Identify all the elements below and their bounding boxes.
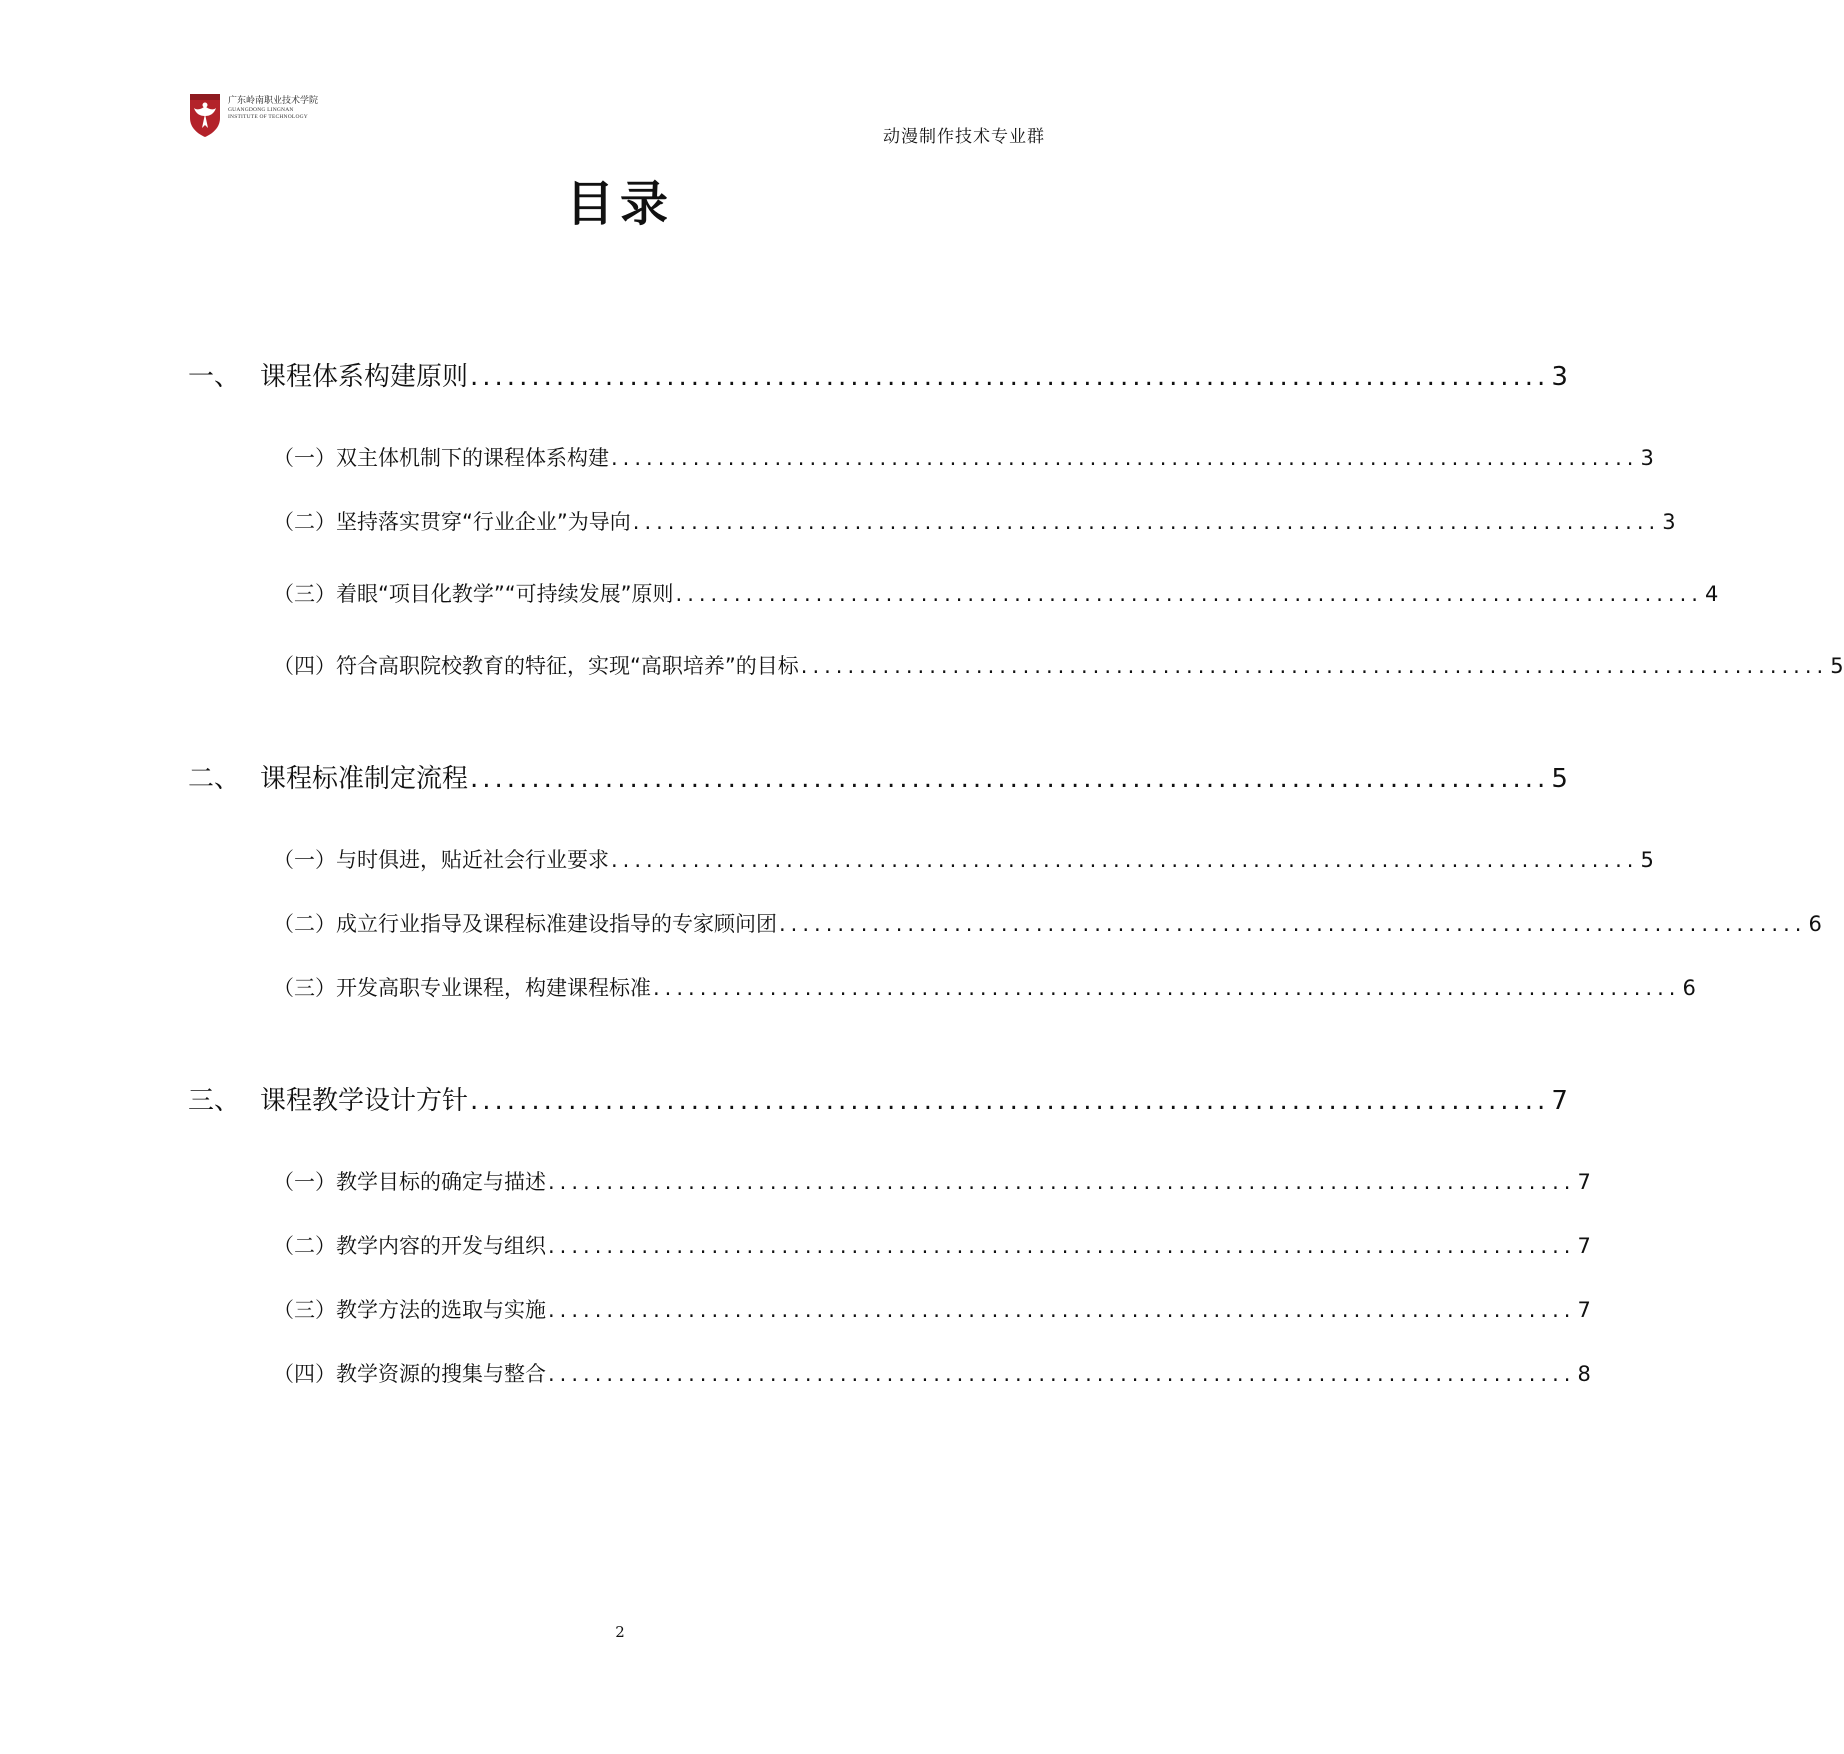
toc-leader-dots: ........................................................................................: [548, 1170, 1576, 1194]
toc-subsection-title: （二）教学内容的开发与组织: [273, 1234, 546, 1258]
toc-leader-dots: ........................................................................................: [548, 1234, 1576, 1258]
toc-leader-dots: ........................................................................................: [632, 510, 1661, 534]
toc-page-number: 5: [1551, 764, 1568, 794]
toc-page-number: 7: [1551, 1086, 1568, 1116]
institution-logo: [188, 92, 348, 138]
page-title: 目录: [565, 176, 674, 232]
toc-subsection-1-2[interactable]: [273, 506, 1676, 536]
toc-leader-dots: ........................................................................................: [470, 764, 1550, 794]
toc-section-title: 课程教学设计方针: [260, 1086, 469, 1116]
toc-section-2[interactable]: [188, 758, 1568, 795]
toc-section-1[interactable]: [188, 356, 1568, 393]
logo-chinese-name: 广东岭南职业技术学院: [228, 96, 319, 106]
toc-page-number: 3: [1551, 362, 1568, 392]
toc-leader-dots: ........................................................................................: [548, 1298, 1576, 1322]
toc-page-number: 5: [1640, 848, 1654, 872]
toc-leader-dots: ........................................................................................: [548, 1362, 1576, 1386]
toc-subsection-title: （二）成立行业指导及课程标准建设指导的专家顾问团: [273, 912, 777, 936]
toc-subsection-3-2[interactable]: [273, 1230, 1591, 1260]
toc-subsection-3-3[interactable]: [273, 1294, 1591, 1324]
toc-subsection-1-4[interactable]: [273, 650, 1844, 680]
logo-english-name: GUANGDONG LINGNAN INSTITUTE OF TECHNOLOGY: [228, 107, 308, 120]
toc-page-number: 7: [1577, 1170, 1591, 1194]
toc-subsection-title: （一）与时俱进，贴近社会行业要求: [273, 848, 609, 872]
toc-section-number: 二、: [188, 764, 241, 794]
toc-leader-dots: ........................................................................................: [470, 362, 1550, 392]
toc-subsection-title: （四）教学资源的搜集与整合: [273, 1362, 546, 1386]
toc-leader-dots: ........................................................................................: [779, 912, 1807, 936]
toc-section-3[interactable]: [188, 1080, 1568, 1117]
toc-section-label: [188, 1080, 468, 1117]
toc-page-number: 7: [1577, 1234, 1591, 1258]
logo-text: [228, 96, 323, 121]
shield-emblem-icon: [188, 92, 222, 138]
toc-subsection-1-1[interactable]: [273, 442, 1654, 472]
toc-subsection-2-3[interactable]: [273, 972, 1696, 1002]
page-footer-number: 2: [615, 1623, 625, 1641]
toc-leader-dots: ........................................................................................: [470, 1086, 1550, 1116]
toc-page-number: 6: [1808, 912, 1822, 936]
toc-subsection-title: （三）着眼“项目化教学”“可持续发展”原则: [273, 582, 674, 606]
toc-leader-dots: ........................................................................................: [675, 582, 1703, 606]
toc-subsection-title: （一）双主体机制下的课程体系构建: [273, 446, 609, 470]
toc-page-number: 6: [1682, 976, 1696, 1000]
toc-section-label: [188, 356, 468, 393]
toc-leader-dots: ........................................................................................: [611, 446, 1639, 470]
toc-page-number: 8: [1577, 1362, 1591, 1386]
toc-section-title: 课程标准制定流程: [260, 764, 469, 794]
toc-page-number: 3: [1662, 510, 1676, 534]
toc-section-title: 课程体系构建原则: [260, 362, 469, 392]
toc-subsection-title: （四）符合高职院校教育的特征，实现“高职培养”的目标: [273, 654, 799, 678]
toc-subsection-2-2[interactable]: [273, 908, 1822, 938]
toc-subsection-2-1[interactable]: [273, 844, 1654, 874]
toc-subsection-3-1[interactable]: [273, 1166, 1591, 1196]
toc-page-number: 5: [1830, 654, 1844, 678]
header-program-name: 动漫制作技术专业群: [883, 127, 1045, 147]
toc-page-number: 7: [1577, 1298, 1591, 1322]
toc-leader-dots: ........................................................................................: [800, 654, 1829, 678]
toc-subsection-1-3[interactable]: [273, 578, 1719, 608]
toc-subsection-title: （二）坚持落实贯穿“行业企业”为导向: [273, 510, 631, 534]
toc-subsection-title: （三）教学方法的选取与实施: [273, 1298, 546, 1322]
toc-section-label: [188, 758, 468, 795]
toc-page-number: 4: [1704, 582, 1719, 606]
toc-section-number: 三、: [188, 1086, 241, 1116]
toc-subsection-title: （一）教学目标的确定与描述: [273, 1170, 546, 1194]
toc-leader-dots: ........................................................................................: [653, 976, 1681, 1000]
toc-subsection-3-4[interactable]: [273, 1358, 1591, 1388]
toc-subsection-title: （三）开发高职专业课程，构建课程标准: [273, 976, 651, 1000]
toc-section-number: 一、: [188, 362, 241, 392]
toc-leader-dots: ........................................................................................: [611, 848, 1639, 872]
toc-page-number: 3: [1640, 446, 1654, 470]
